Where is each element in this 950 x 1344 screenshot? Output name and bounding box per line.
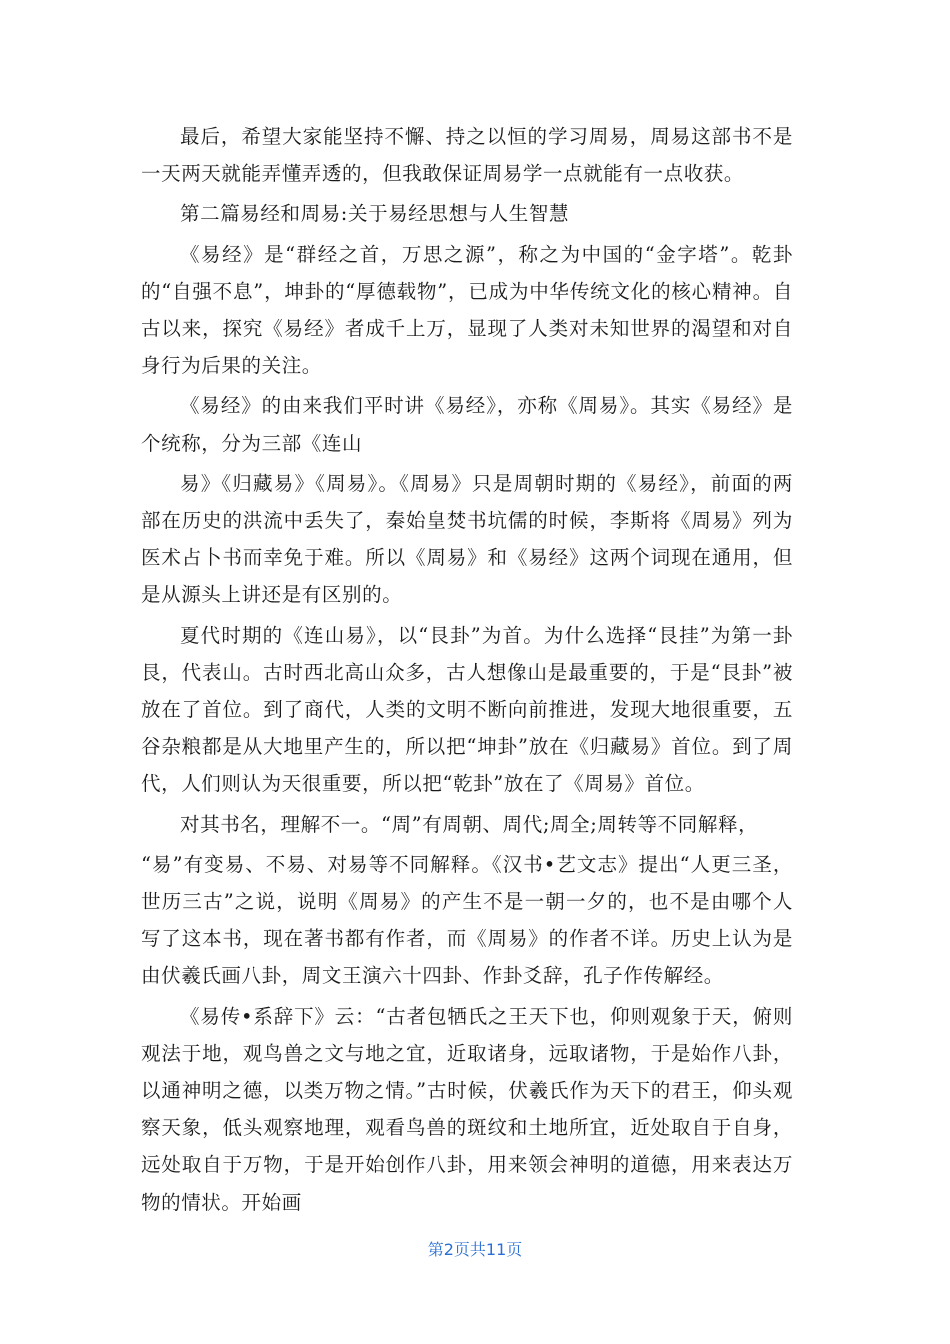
page-number-footer: [0, 1237, 950, 1260]
document-body: [141, 118, 793, 1224]
paragraph-three-books: 易》《归藏易》《周易》。《周易》只是周朝时期的《易经》，前面的两部在历史的洪流中丢失了，秦始皇焚书坑儒的时候，李斯将《周易》列为医术占卜书而幸免于难。所以《周易》和《易经》这两个词现在通用，但是从源头上讲还是有区别的。: [141, 471, 793, 607]
paragraph-closing-remarks: 最后，希望大家能坚持不懈、持之以恒的学习周易，周易这部书不是一天两天就能弄懂弄透的，但我敢保证周易学一点就能有一点收获。: [141, 125, 793, 186]
paragraph-book-name: 对其书名，理解不一。“周”有周朝、周代;周全;周转等不同解释，: [180, 812, 759, 836]
paragraph-yijing-intro: 《易经》是“群经之首，万思之源”，称之为中国的“金字塔”。乾卦的“自强不息”，坤卦的“厚德载物”，已成为中华传统文化的核心精神。自古以来，探究《易经》者成千上万，显现了人类对未知世界的渴望和对自身行为后果的关注。: [141, 242, 793, 378]
footer-current-page: 2: [443, 1240, 454, 1259]
footer-total-pages: 11: [485, 1240, 507, 1259]
footer-suffix: 页: [506, 1240, 523, 1259]
paragraph-lianshan: 夏代时期的《连山易》，以“艮卦”为首。为什么选择“艮挂”为第一卦艮，代表山。古时西北高山众多，古人想像山是最重要的，于是“艮卦”被放在了首位。到了商代，人类的文明不断向前推进，发现大地很重要，五谷杂粮都是从大地里产生的，所以把“坤卦”放在《归藏易》首位。到了周代，人们则认为天很重要，所以把“乾卦”放在了《周易》首位。: [141, 623, 793, 796]
footer-prefix: 第: [427, 1240, 444, 1259]
section-heading: 第二篇易经和周易:关于易经思想与人生智慧: [180, 202, 570, 226]
paragraph-xici-quote: 《易传•系辞下》云：“古者包牺氏之王天下也，仰则观象于天，俯则观法于地，观鸟兽之文与地之宜，近取诸身，远取诸物，于是始作八卦，以通神明之德，以类万物之情。”古时候，伏羲氏作为天下的君王，仰头观察天象，低头观察地理，观看鸟兽的斑纹和土地所宜，近处取自于自身，远处取自于万物，于是开始创作八卦，用来领会神明的道德，用来表达万物的情状。开始画: [141, 1004, 793, 1214]
paragraph-yi-meaning: “易”有变易、不易、对易等不同解释。《汉书•艺文志》提出“人更三圣，世历三古”之说，说明《周易》的产生不是一朝一夕的，也不是由哪个人写了这本书，现在著书都有作者，而《周易》的作者不详。历史上认为是由伏羲氏画八卦，周文王演六十四卦、作卦爻辞，孔子作传解经。: [141, 852, 793, 988]
footer-middle: 页共: [453, 1240, 486, 1259]
paragraph-yijing-origin: 《易经》的由来我们平时讲《易经》，亦称《周易》。其实《易经》是个统称，分为三部《连山: [141, 394, 793, 455]
